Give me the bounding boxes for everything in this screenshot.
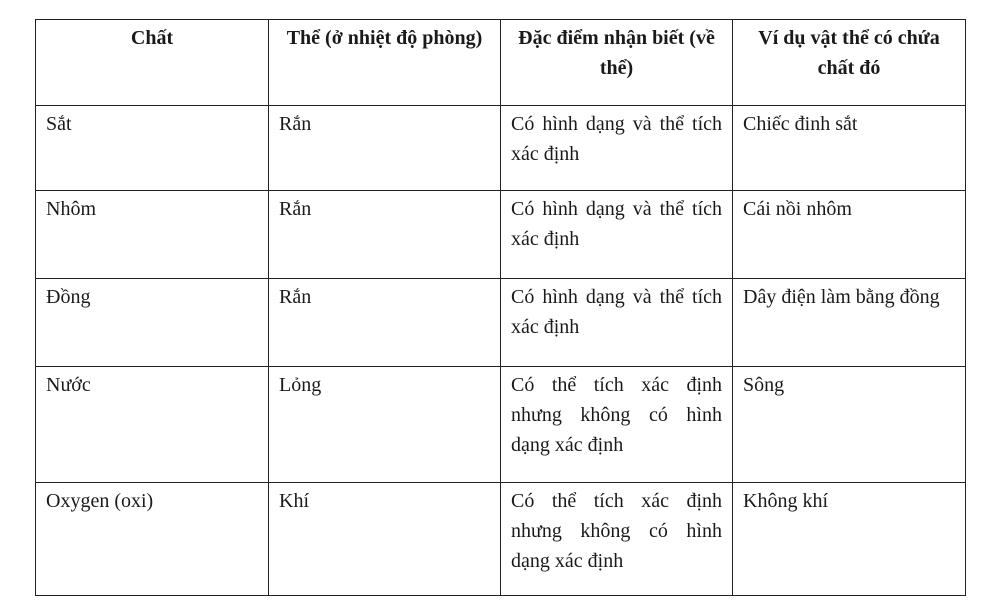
cell-substance: Nhôm [36, 191, 269, 279]
cell-substance: Oxygen (oxi) [36, 483, 269, 596]
cell-state: Khí [269, 483, 501, 596]
cell-feature: Có hình dạng và thể tích xác định [501, 279, 733, 367]
table-header-row [36, 20, 966, 106]
cell-example: Chiếc đinh sắt [733, 106, 966, 191]
header-example-object: Ví dụ vật thể có chứa chất đó [733, 20, 966, 106]
cell-feature: Có thể tích xác định nhưng không có hình dạng xác định [501, 367, 733, 483]
header-substance: Chất [36, 20, 269, 106]
cell-example: Dây điện làm bằng đồng [733, 279, 966, 367]
properties-table [35, 19, 966, 596]
cell-example: Sông [733, 367, 966, 483]
table-row [36, 191, 966, 279]
cell-example: Cái nồi nhôm [733, 191, 966, 279]
cell-feature: Có hình dạng và thể tích xác định [501, 191, 733, 279]
cell-feature: Có hình dạng và thể tích xác định [501, 106, 733, 191]
cell-state: Lỏng [269, 367, 501, 483]
header-state: Thể (ở nhiệt độ phòng) [269, 20, 501, 106]
table-row [36, 483, 966, 596]
cell-example: Không khí [733, 483, 966, 596]
cell-substance: Sắt [36, 106, 269, 191]
cell-substance: Đồng [36, 279, 269, 367]
cell-feature: Có thể tích xác định nhưng không có hình dạng xác định [501, 483, 733, 596]
cell-substance: Nước [36, 367, 269, 483]
cell-state: Rắn [269, 279, 501, 367]
header-identifying-feature: Đặc điểm nhận biết (về thể) [501, 20, 733, 106]
table-row [36, 279, 966, 367]
table-row [36, 106, 966, 191]
table-row [36, 367, 966, 483]
cell-state: Rắn [269, 191, 501, 279]
cell-state: Rắn [269, 106, 501, 191]
